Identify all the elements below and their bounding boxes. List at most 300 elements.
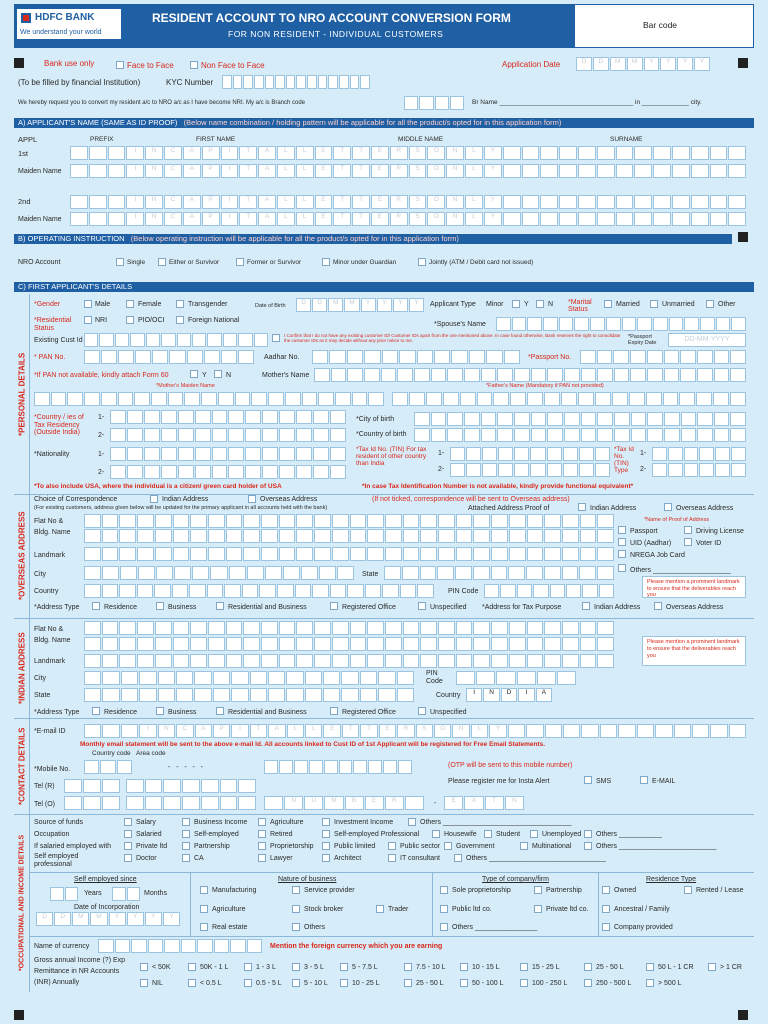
in-flat-line2-input[interactable] [84,637,614,651]
char-cell [710,724,727,738]
char-cell: R [397,724,414,738]
tax-indian-checkbox[interactable] [582,602,590,610]
char-cell [637,724,654,738]
nature-0-checkbox[interactable] [200,886,208,894]
remittance-5-checkbox[interactable] [404,979,412,987]
income-3-label: 3 - 5 L [304,964,324,971]
source-4-checkbox[interactable] [408,818,416,826]
char-cell: Y [484,212,502,226]
form60-yes-checkbox[interactable] [190,370,198,378]
char-cell [526,724,543,738]
profession-5-checkbox[interactable] [454,854,462,862]
overseas-city-input[interactable] [84,566,354,580]
char-cell [616,164,634,178]
residence-2-checkbox[interactable] [602,905,610,913]
char-cell: O [434,724,451,738]
income-3-checkbox[interactable] [292,963,300,971]
in-city-input[interactable] [84,671,414,685]
occupation-1-checkbox[interactable] [182,830,190,838]
char-cell: I [231,724,248,738]
in-regoffice-checkbox[interactable] [330,707,338,715]
not-ticked-note: (If not ticked, correspondence will be sent to Overseas address) [372,496,570,503]
income-6-label: 10 - 15 L [472,964,500,971]
transgender-label: Transgender [188,301,228,308]
extn-dash: - [434,800,437,807]
date-cell: M [72,912,89,926]
aadhar-input[interactable] [312,350,520,364]
employer-0-label: Private ltd [136,843,168,850]
char-cell: E [371,195,389,209]
char-cell: L [296,195,314,209]
proof-driving-checkbox[interactable] [684,526,692,534]
father-name-label: *Father's Name (Mandatory if PAN not provided) [486,383,604,389]
char-cell: L [465,164,483,178]
tel-o-label: Tel (O) [34,801,55,808]
char-cell: L [277,212,295,226]
income-1-label: 50K - 1 L [200,964,229,971]
profession-4-label: IT consultant [400,855,440,862]
nationality-1-label: 1- [98,451,105,458]
char-cell: C [164,164,182,178]
currency-input[interactable] [98,939,262,953]
middle-name-header: MIDDLE NAME [398,136,444,143]
income-6-checkbox[interactable] [460,963,468,971]
char-cell: T [239,146,257,160]
occupation-6-label: Unemployed [542,831,582,838]
in-landmark-input[interactable] [84,654,614,668]
minor-no-checkbox[interactable] [536,300,544,308]
employer-7-checkbox[interactable] [584,842,592,850]
ov-regoffice-checkbox[interactable] [330,602,338,610]
confirm-checkbox[interactable] [272,334,280,342]
ov-resbus-checkbox[interactable] [216,602,224,610]
char-cell [634,164,652,178]
divider [14,494,754,495]
number-cell: R [385,796,404,810]
indian-address-checkbox[interactable] [150,495,158,503]
char-cell: I [126,146,144,160]
char-cell: R [390,164,408,178]
country-cell: D [501,688,517,702]
in-flat-bldg-label: Flat No & Bldg. Name [34,626,71,645]
overseas-country-input[interactable] [84,584,434,598]
char-cell [710,164,728,178]
source-3-checkbox[interactable] [322,818,330,826]
foreign-national-checkbox[interactable] [176,316,184,324]
char-cell [710,212,728,226]
source-0-checkbox[interactable] [124,818,132,826]
income-1-checkbox[interactable] [188,963,196,971]
email-input[interactable] [84,724,746,738]
in-unspecified-checkbox[interactable] [418,707,426,715]
company-3-checkbox[interactable] [534,905,542,913]
mobile-number-input[interactable] [264,760,412,774]
female-checkbox[interactable] [126,300,134,308]
ov-business-checkbox[interactable] [156,602,164,610]
appl-label: APPL [18,135,38,144]
father-name-input[interactable] [392,392,746,406]
char-cell: R [390,146,408,160]
residence-0-label: Owned [614,887,637,894]
char-cell [728,212,746,226]
date-cell: Y [361,298,376,312]
pan-not-available-label: *If PAN not available, kindly attach Form 60 [34,372,169,379]
employer-1-checkbox[interactable] [182,842,190,850]
sms-checkbox[interactable] [584,776,592,784]
overseas-landmark-input[interactable] [84,547,614,561]
occupation-5-checkbox[interactable] [484,830,492,838]
pio-label: PIO/OCI [138,317,165,324]
spouse-name-input[interactable] [496,317,746,331]
tin-type-2-input[interactable] [652,463,746,477]
self-employed-prof-label: Self employed professional [34,853,79,868]
in-state-input[interactable] [84,688,414,702]
source-1-checkbox[interactable] [182,818,190,826]
occupation-2-checkbox[interactable] [258,830,266,838]
char-cell [653,164,671,178]
char-cell [578,164,596,178]
in-residence-checkbox[interactable] [92,707,100,715]
char-cell: L [465,212,483,226]
hdfc-logo [16,8,122,40]
income-10-checkbox[interactable] [708,963,716,971]
country-tax-residency-label: *Country / ies of Tax Residency (Outside India) [34,414,84,437]
nature-4-checkbox[interactable] [376,905,384,913]
minor-guardian-label: Minor under Guardian [333,259,397,266]
residence-1-checkbox[interactable] [684,886,692,894]
employer-0-checkbox[interactable] [124,842,132,850]
section-b-note: (Below operating instruction will be applicable for all the product/s opted for in this application form) [130,234,459,243]
proof-others-label: Others ____________________ [630,567,731,574]
char-cell: A [258,195,276,209]
proof-passport-checkbox[interactable] [618,526,626,534]
residence-0-checkbox[interactable] [602,886,610,894]
char-cell: A [183,164,201,178]
char-cell: E [371,212,389,226]
in-flat-line1-input[interactable] [84,621,614,635]
nature-6-checkbox[interactable] [292,923,300,931]
remittance-4-checkbox[interactable] [340,979,348,987]
tax-country-1-label: 1- [98,414,105,421]
state-label: State [362,571,379,578]
form60-no-checkbox[interactable] [214,370,222,378]
married-label: Married [616,301,640,308]
char-cell [108,164,126,178]
employer-3-checkbox[interactable] [322,842,330,850]
years-input[interactable] [50,887,78,901]
proof-voter-checkbox[interactable] [684,538,692,546]
tin-not-available-note: *In case Tax Identification Number is not available, kindly provide functional equivalent* [362,483,634,490]
tel-o-area-input[interactable] [126,796,256,810]
char-cell: L [296,164,314,178]
char-cell: T [360,724,377,738]
tax-country-2-label: 2- [98,432,105,439]
single-label: Single [127,259,146,266]
city-of-birth-input[interactable] [414,412,746,426]
section-c-title: C) FIRST APPLICANT'S DETAILS [18,282,133,291]
indian-address-label: *INDIAN ADDRESS [17,632,27,704]
months-input[interactable] [112,887,140,901]
tel-o-number-input[interactable] [264,796,424,810]
jointly-checkbox[interactable] [418,258,426,266]
unmarried-checkbox[interactable] [650,300,658,308]
char-cell: N [446,164,464,178]
in-landmark-note-box: Please mention a prominent landmark to ensure that the deliverables reach you [642,636,746,666]
income-7-checkbox[interactable] [520,963,528,971]
occupation-6-checkbox[interactable] [530,830,538,838]
char-cell: T [333,146,351,160]
country-cell: A [536,688,552,702]
income-5-checkbox[interactable] [404,963,412,971]
months-label: Months [144,890,167,897]
remittance-0-checkbox[interactable] [140,979,148,987]
flat-bldg-label: Flat No & Bldg. Name [34,518,71,537]
source-2-checkbox[interactable] [258,818,266,826]
company-1-checkbox[interactable] [534,886,542,894]
tel-o-country-input[interactable] [64,796,120,810]
passport-expiry-input[interactable]: DD-MM-YYYY [668,333,746,347]
proof-nrega-checkbox[interactable] [618,550,626,558]
face-to-face-checkbox[interactable] [116,61,124,69]
nature-3-checkbox[interactable] [292,905,300,913]
second-applicant-name-input[interactable] [70,195,746,209]
remittance-6-checkbox[interactable] [460,979,468,987]
char-cell: I [221,164,239,178]
tin-type-1-input[interactable] [652,447,746,461]
either-survivor-label: Either or Survivor [169,259,220,266]
char-cell [540,146,558,160]
nature-1-checkbox[interactable] [292,886,300,894]
proof-voter-label: Voter ID [696,540,722,547]
overseas-address-checkbox[interactable] [248,495,256,503]
first-applicant-name-input[interactable] [70,146,746,160]
branch-name-field[interactable]: Br Name _____________________________________ in _____________ city. [472,99,702,106]
mother-maiden-input[interactable] [34,392,384,406]
occupation-3-checkbox[interactable] [322,830,330,838]
tin-type-1-label: 1- [640,450,647,457]
second-maiden-name-input[interactable] [70,212,746,226]
in-resbus-checkbox[interactable] [216,707,224,715]
char-cell [522,195,540,209]
char-cell [522,212,540,226]
ov-resbus-label: Residential and Business [228,604,307,611]
insta-alert-label: Please register me for Insta Alert [448,778,550,785]
char-cell [503,212,521,226]
employer-2-checkbox[interactable] [258,842,266,850]
nature-4-label: Trader [388,906,409,913]
char-cell: A [258,164,276,178]
char-cell: I [139,724,156,738]
char-cell: T [342,724,359,738]
nature-0-label: Manufacturing [212,887,257,894]
country-of-birth-label: *Country of birth [356,431,407,438]
email-alert-label: E-MAIL [652,778,676,785]
proof-indian-checkbox[interactable] [578,503,586,511]
char-cell [672,212,690,226]
profession-1-checkbox[interactable] [182,854,190,862]
company-0-checkbox[interactable] [440,886,448,894]
employer-6-label: Multinational [532,843,572,850]
incorporation-date-input[interactable] [36,912,180,926]
contact-details-label: *CONTACT DETAILS [17,727,27,805]
existing-cust-id-input[interactable] [84,333,268,347]
first-applicant-label: 1st [18,149,29,158]
self-employed-since-label: Self employed since [74,876,137,883]
employer-6-checkbox[interactable] [520,842,528,850]
char-cell [559,164,577,178]
occupation-7-checkbox[interactable] [584,830,592,838]
former-survivor-checkbox[interactable] [236,258,244,266]
char-cell: N [446,195,464,209]
nationality-1-input[interactable] [110,447,346,461]
income-9-checkbox[interactable] [646,963,654,971]
profession-2-checkbox[interactable] [258,854,266,862]
country-cell: I [466,688,482,702]
employer-5-checkbox[interactable] [444,842,452,850]
number-cell: B [345,796,364,810]
marital-status-label: *Marital Status [568,299,592,313]
mother-name-label: Mother's Name [262,372,310,379]
company-4-checkbox[interactable] [440,923,448,931]
income-5-label: 7.5 - 10 L [416,964,446,971]
section-a-header [14,118,754,128]
married-checkbox[interactable] [604,300,612,308]
remittance-9-checkbox[interactable] [646,979,654,987]
nature-5-checkbox[interactable] [200,923,208,931]
char-cell [728,164,746,178]
in-country-input[interactable] [466,688,552,702]
mobile-label: *Mobile No. [34,766,71,773]
char-cell: A [258,146,276,160]
nationality-label: *Nationality [34,451,70,458]
either-survivor-checkbox[interactable] [158,258,166,266]
proof-others-checkbox[interactable] [618,564,626,572]
in-resbus-label: Residential and Business [228,709,307,716]
overseas-pin-input[interactable] [484,584,614,598]
kyc-number-input[interactable] [222,75,370,89]
char-cell [710,146,728,160]
proof-overseas-checkbox[interactable] [664,503,672,511]
profession-0-checkbox[interactable] [124,854,132,862]
remittance-3-checkbox[interactable] [292,979,300,987]
non-face-to-face-checkbox[interactable] [190,61,198,69]
char-cell [578,146,596,160]
overseas-flat-line1-input[interactable] [84,514,614,528]
occupation-0-checkbox[interactable] [124,830,132,838]
tin-1-input[interactable] [450,447,610,461]
minor-yes-checkbox[interactable] [512,300,520,308]
in-unspecified-label: Unspecified [430,709,467,716]
tel-r-area-input[interactable] [126,779,256,793]
in-pin-input[interactable] [456,671,576,685]
employer-4-checkbox[interactable] [388,842,396,850]
in-state-label: State [34,692,51,699]
char-cell [728,146,746,160]
remittance-1-checkbox[interactable] [188,979,196,987]
face-to-face-label: Face to Face [127,61,174,70]
tax-overseas-checkbox[interactable] [654,602,662,610]
ov-unspecified-checkbox[interactable] [418,602,426,610]
remittance-7-checkbox[interactable] [520,979,528,987]
minor-guardian-checkbox[interactable] [322,258,330,266]
nationality-2-input[interactable] [110,465,346,479]
in-business-checkbox[interactable] [156,707,164,715]
dob-input[interactable] [296,298,424,312]
occupation-4-checkbox[interactable] [432,830,440,838]
char-cell: N [446,212,464,226]
char-cell: C [164,212,182,226]
remittance-2-checkbox[interactable] [244,979,252,987]
other-marital-checkbox[interactable] [706,300,714,308]
remittance-8-checkbox[interactable] [584,979,592,987]
application-date-input[interactable] [576,57,710,71]
pan-input[interactable] [84,350,254,364]
char-cell [581,724,598,738]
char-cell: L [277,195,295,209]
tax-country-2-input[interactable] [110,428,346,442]
income-8-checkbox[interactable] [584,963,592,971]
income-0-checkbox[interactable] [140,963,148,971]
tin-2-input[interactable] [450,463,610,477]
char-cell [691,146,709,160]
ov-residence-checkbox[interactable] [92,602,100,610]
nature-2-checkbox[interactable] [200,905,208,913]
proof-uid-checkbox[interactable] [618,538,626,546]
email-alert-checkbox[interactable] [640,776,648,784]
date-cell: M [610,57,626,71]
overseas-state-input[interactable] [384,566,614,580]
overseas-flat-line2-input[interactable] [84,529,614,543]
char-cell: E [315,195,333,209]
transgender-checkbox[interactable] [176,300,184,308]
extn-cell: N [505,796,524,810]
date-cell: Y [393,298,408,312]
tel-o-extn-input[interactable] [444,796,524,810]
char-cell: E [379,724,396,738]
date-cell: M [328,298,343,312]
mother-maiden-label: *Mother's Maiden Name [156,383,215,389]
char-cell: A [258,212,276,226]
surname-header: SURNAME [610,136,643,143]
first-maiden-name-input[interactable] [70,164,746,178]
country-of-birth-input[interactable] [414,428,746,442]
residence-3-checkbox[interactable] [602,923,610,931]
employer-5-label: Government [456,843,495,850]
char-cell: P [202,164,220,178]
currency-note: Mention the foreign currency which you are earning [270,943,443,950]
branch-code-input[interactable] [404,96,464,110]
employer-2-label: Proprietorship [270,843,314,850]
profession-4-checkbox[interactable] [388,854,396,862]
passport-no-input[interactable] [580,350,746,364]
income-2-checkbox[interactable] [244,963,252,971]
mobile-country-code-input[interactable] [84,760,132,774]
nri-checkbox[interactable] [84,316,92,324]
tin-2-label: 2- [438,466,445,473]
single-checkbox[interactable] [116,258,124,266]
pio-checkbox[interactable] [126,316,134,324]
tel-r-country-input[interactable] [64,779,120,793]
company-2-checkbox[interactable] [440,905,448,913]
income-4-checkbox[interactable] [340,963,348,971]
source-3-label: Investment Income [334,819,394,826]
divider [190,872,191,936]
mother-name-input[interactable] [314,368,746,382]
male-checkbox[interactable] [84,300,92,308]
overseas-address-option: Overseas Address [260,496,318,503]
tax-country-1-input[interactable] [110,410,346,424]
profession-3-checkbox[interactable] [322,854,330,862]
